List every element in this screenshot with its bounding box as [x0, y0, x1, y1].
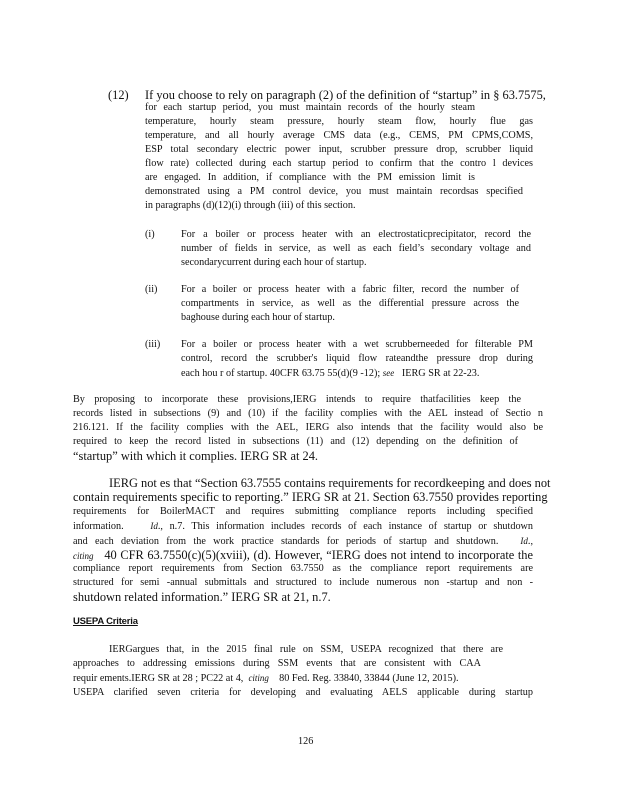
- subitem-line: baghouse during each hour of startup.: [181, 312, 335, 323]
- subitem-line: For a boiler or process heater with a wet scrubberneeded for filterable PM: [181, 339, 533, 350]
- paragraph-2-tail: [73, 562, 533, 590]
- subitem-line: number of fields in service, as well as each field’s secondary voltage and: [181, 243, 531, 254]
- citing-signal: citing: [248, 673, 269, 683]
- paragraph-text: 40 CFR 63.7550(c)(5)(xviii), (d). However, “IERG does not intend to incorporate the: [104, 548, 533, 562]
- item-12-line: in paragraphs (d)(12)(i) through (iii) of this section.: [145, 200, 356, 211]
- id-signal: Id: [150, 521, 158, 531]
- paragraph-text: information.: [73, 521, 124, 532]
- paragraph-line: [73, 534, 533, 549]
- subitem-line: compartments in service, as well as the differential pressure across the: [181, 298, 519, 309]
- paragraph-2-line-2: contain requirements specific to reporting.” IERG SR at 21. Section 63.7550 provides reporting: [73, 490, 548, 504]
- paragraph-2-body: [73, 505, 533, 549]
- item-12-line: temperature, and all hourly average CMS data (e.g., CEMS, PM CPMS,COMS,: [145, 130, 533, 141]
- subitem-line: For a boiler or process heater with an electrostaticprecipitator, record the: [181, 229, 531, 240]
- item-12-line-1: If you choose to rely on paragraph (2) of the definition of “startup” in § 63.7575,: [145, 88, 546, 102]
- item-12-body: [145, 101, 533, 213]
- paragraph-text: 80 Fed. Reg. 33840, 33844 (June 12, 2015).: [279, 673, 459, 684]
- see-signal: see: [382, 368, 395, 378]
- subitem-line: [181, 366, 533, 381]
- paragraph-line: compliance report requirements from Section 63.7550 as the compliance report requirements are: [73, 563, 533, 574]
- paragraph-line: approaches to addressing emissions during SSM events that are consistent with CAA: [73, 658, 481, 669]
- paragraph-text: .,: [527, 536, 534, 547]
- paragraph-line: [73, 671, 533, 686]
- subitem-ii-number: (ii): [145, 284, 158, 295]
- subitem-line-text: IERG SR at 22-23.: [401, 368, 480, 379]
- paragraph-line: records listed in subsections (9) and (10) if the facility complies with the AEL instead of Sectio n: [73, 408, 543, 419]
- paragraph-line: structured for semi -annual submittals and structured to include numerous non -startup and non -: [73, 577, 533, 588]
- paragraph-line: USEPA clarified seven criteria for developing and evaluating AELS applicable during startup: [73, 687, 533, 698]
- paragraph-line: 216.121. If the facility complies with the AEL, IERG also intends that the facility would also be: [73, 422, 543, 433]
- paragraph-1: [73, 393, 543, 464]
- paragraph-line: IERGargues that, in the 2015 final rule on SSM, USEPA recognized that there are: [109, 644, 503, 655]
- subitem-i-body: [181, 228, 531, 270]
- item-12-line: demonstrated using a PM control device, you must maintain recordsas specified: [145, 186, 523, 197]
- item-12-line: flow rate) collected during each startup period to confirm that the contro l devices: [145, 158, 533, 169]
- item-12-line: temperature, hourly steam pressure, hourly steam flow, hourly flue gas: [145, 116, 533, 127]
- paragraph-line: [73, 519, 533, 534]
- item-12-line: are engaged. In addition, if compliance with the PM emission limit is: [145, 172, 475, 183]
- id-signal: Id: [520, 536, 528, 546]
- subitem-ii-body: [181, 283, 519, 325]
- subitem-line: control, record the scrubber's liquid flow rateandthe pressure drop during: [181, 353, 533, 364]
- subitem-line: For a boiler or process heater with a fabric filter, record the number of: [181, 284, 519, 295]
- item-12-line: for each startup period, you must maintain records of the hourly steam: [145, 102, 475, 113]
- paragraph-2-line-9: shutdown related information.” IERG SR at 21, n.7.: [73, 590, 331, 604]
- paragraph-line: required to keep the record listed in subsections (11) and (12) depending on the definition of: [73, 436, 518, 447]
- paragraph-3: [73, 643, 533, 700]
- subitem-i-number: (i): [145, 229, 155, 240]
- paragraph-line: By proposing to incorporate these provisions,IERG intends to require thatfacilities keep the: [73, 394, 521, 405]
- subitem-iii-body: [181, 338, 533, 381]
- citing-signal: citing: [73, 551, 94, 561]
- subitem-line-text: each hou r of startup. 40CFR 63.75 55(d)(9 -12);: [181, 368, 381, 379]
- paragraph-line: requirements for BoilerMACT and requires submitting compliance reports including specified: [73, 506, 533, 517]
- paragraph-line: “startup” with which it complies. IERG SR at 24.: [73, 449, 319, 463]
- page-number: 126: [298, 736, 314, 747]
- subitem-iii-number: (iii): [145, 339, 161, 350]
- subitem-line: secondarycurrent during each hour of startup.: [181, 257, 367, 268]
- item-12-number: (12): [108, 88, 129, 102]
- paragraph-text: requir ements.IERG SR at 28 ; PC22 at 4,: [73, 673, 244, 684]
- item-12-line: ESP total secondary electric power input, scrubber pressure drop, scrubber liquid: [145, 144, 533, 155]
- paragraph-2-line-1: IERG not es that “Section 63.7555 contains requirements for recordkeeping and does not: [109, 476, 551, 490]
- paragraph-text: ., n.7. This information includes records of each instance of startup or shutdown: [157, 521, 533, 532]
- paragraph-text: and each deviation from the work practice standards for periods of startup and shutdown.: [73, 536, 499, 547]
- section-heading: USEPA Criteria: [73, 616, 138, 627]
